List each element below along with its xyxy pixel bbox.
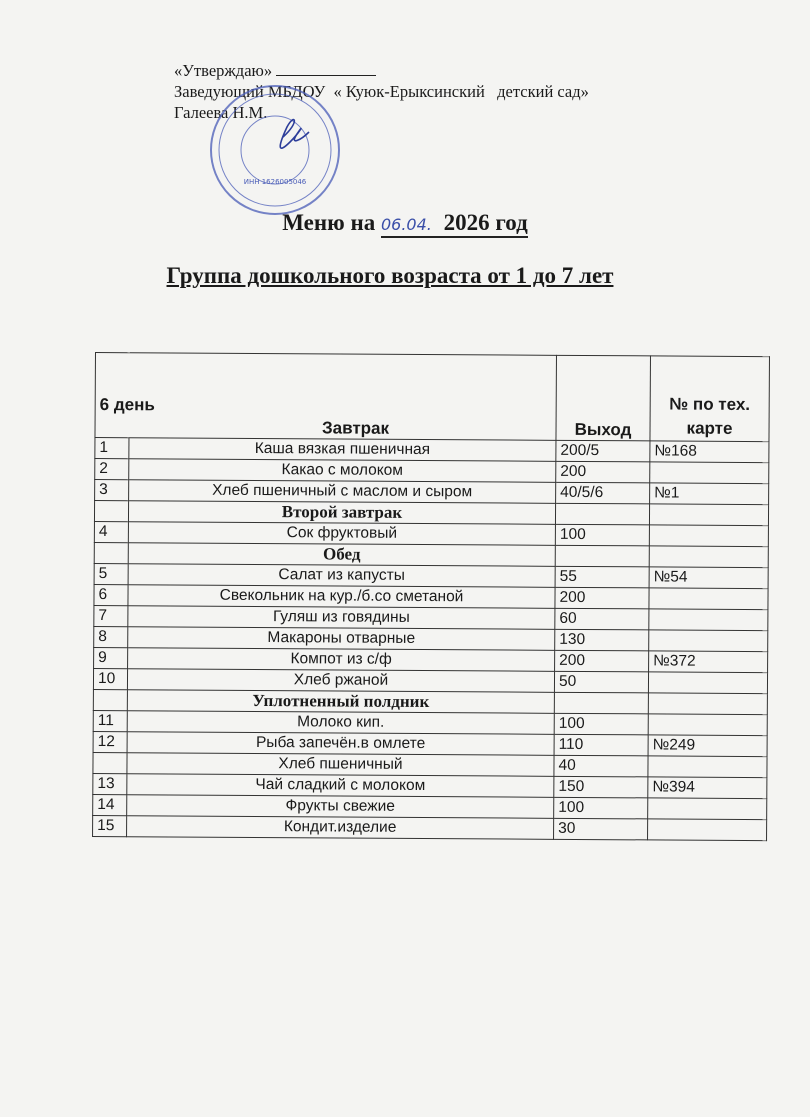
cell-card: №249 <box>648 735 767 757</box>
cell-num: 14 <box>93 794 127 815</box>
cell-card: №394 <box>648 777 767 799</box>
cell-num <box>93 689 127 710</box>
cell-num: 15 <box>93 815 127 836</box>
cell-dish: Хлеб ржаной <box>127 669 554 693</box>
section-title: Уплотненный полдник <box>127 690 554 714</box>
cell-card <box>648 756 767 778</box>
cell-num <box>94 542 128 563</box>
cell-yield: 100 <box>554 797 648 819</box>
cell-num: 9 <box>94 647 128 668</box>
cell-num: 7 <box>94 605 128 626</box>
cell-card <box>649 525 768 547</box>
cell-card <box>649 588 768 610</box>
cell-num: 10 <box>93 668 127 689</box>
cell-card <box>648 693 767 715</box>
cell-yield: 150 <box>554 776 648 798</box>
header-meal-label: Завтрак <box>321 418 390 438</box>
cell-yield: 200 <box>555 587 649 609</box>
cell-dish: Хлеб пшеничный с маслом и сыром <box>129 480 556 504</box>
handwritten-date: 06.04. <box>380 215 432 234</box>
cell-dish: Рыба запечён.в омлете <box>127 732 554 756</box>
cell-card: №372 <box>649 651 768 673</box>
cell-dish: Чай сладкий с молоком <box>127 774 554 798</box>
cell-card <box>649 630 768 652</box>
cell-num: 13 <box>93 773 127 794</box>
cell-dish: Какао с молоком <box>129 459 556 483</box>
date-field <box>381 210 528 238</box>
cell-card: №54 <box>649 567 768 589</box>
official-stamp <box>205 82 345 217</box>
cell-num <box>94 501 128 522</box>
cell-num: 6 <box>94 584 128 605</box>
cell-num: 1 <box>95 438 129 459</box>
group-subtitle: Группа дошкольного возраста от 1 до 7 лет <box>166 263 614 288</box>
cell-yield <box>555 503 649 525</box>
cell-yield: 30 <box>554 818 648 840</box>
cell-dish: Фрукты свежие <box>127 795 554 819</box>
section-title: Обед <box>128 543 555 567</box>
approver-position: Заведующий МБДОУ « Куюк-Ерыксинский детский сад» <box>174 82 589 101</box>
page-title <box>0 210 810 238</box>
cell-dish: Макароны отварные <box>128 627 555 651</box>
menu-table <box>92 352 770 841</box>
cell-num: 8 <box>94 626 128 647</box>
cell-dish: Молоко кип. <box>127 711 554 735</box>
cell-yield: 200 <box>556 461 650 483</box>
cell-num: 4 <box>94 521 128 542</box>
cell-card <box>650 462 769 484</box>
cell-dish: Свекольник на кур./б.со сметаной <box>128 585 555 609</box>
cell-card <box>649 504 768 526</box>
cell-dish: Каша вязкая пшеничная <box>129 438 556 462</box>
cell-card <box>648 819 767 841</box>
cell-num <box>93 752 127 773</box>
cell-yield: 100 <box>554 713 648 735</box>
title-prefix: Меню на <box>282 210 376 235</box>
signature-line <box>276 75 376 76</box>
cell-num: 2 <box>95 459 129 480</box>
cell-card <box>648 714 767 736</box>
cell-dish: Гуляш из говядины <box>128 606 555 630</box>
cell-dish: Хлеб пшеничный <box>127 753 554 777</box>
cell-yield: 60 <box>555 608 649 630</box>
header-day: 6 день <box>99 395 155 415</box>
cell-card: №1 <box>650 483 769 505</box>
cell-dish: Кондит.изделие <box>127 816 554 840</box>
cell-yield: 55 <box>555 566 649 588</box>
cell-card <box>648 672 767 694</box>
table-row <box>93 815 767 840</box>
cell-card <box>649 546 768 568</box>
cell-num: 3 <box>95 480 129 501</box>
cell-yield: 110 <box>554 734 648 756</box>
cell-yield: 40 <box>554 755 648 777</box>
cell-dish: Компот из с/ф <box>128 648 555 672</box>
cell-dish: Сок фруктовый <box>128 522 555 546</box>
cell-card: №168 <box>650 441 769 463</box>
header-yield: Выход <box>556 355 651 441</box>
cell-yield: 130 <box>555 629 649 651</box>
header-meal <box>95 353 557 441</box>
cell-dish: Салат из капусты <box>128 564 555 588</box>
cell-num: 12 <box>93 731 127 752</box>
cell-yield: 100 <box>555 524 649 546</box>
cell-yield: 40/5/6 <box>556 482 650 504</box>
section-title: Второй завтрак <box>128 501 555 525</box>
approval-label: «Утверждаю» <box>174 61 273 80</box>
cell-yield <box>555 545 649 567</box>
cell-card <box>648 798 767 820</box>
cell-card <box>649 609 768 631</box>
cell-yield: 50 <box>554 671 648 693</box>
cell-yield <box>554 692 648 714</box>
title-year: 2026 год <box>443 210 528 235</box>
stamp-text: ИНН 1626005046 <box>243 178 307 186</box>
approver-name: Галеева Н.М. <box>174 103 268 122</box>
cell-yield: 200 <box>555 650 649 672</box>
table-header-row <box>95 353 770 442</box>
cell-num: 5 <box>94 563 128 584</box>
header-card: № по тех. карте <box>650 356 770 442</box>
cell-yield: 200/5 <box>556 440 650 462</box>
cell-num: 11 <box>93 710 127 731</box>
